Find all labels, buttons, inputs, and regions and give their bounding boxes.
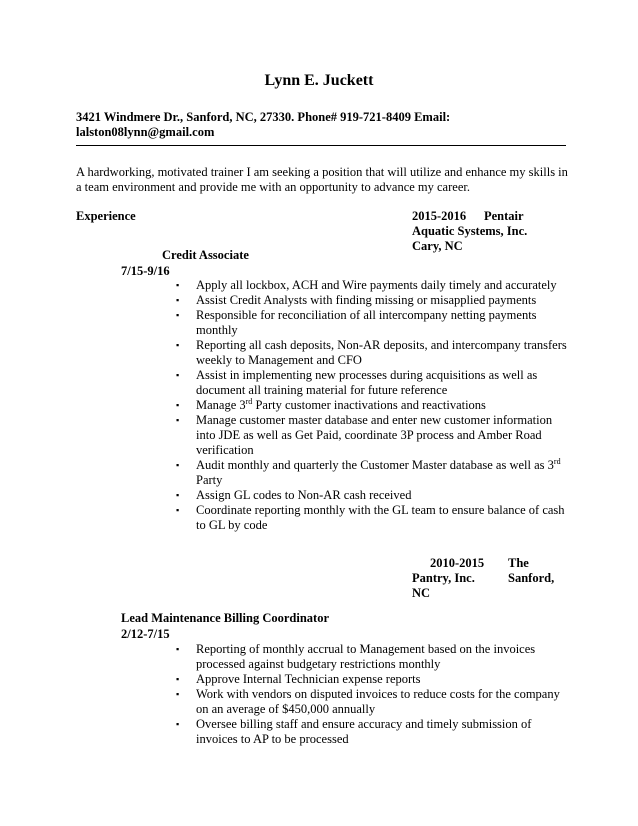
- job1-title: Credit Associate: [162, 248, 249, 262]
- duty-item: ▪ Audit monthly and quarterly the Customer Master database as well as 3rd Party: [176, 456, 561, 487]
- bullet-icon: ▪: [176, 644, 180, 654]
- job2-location-a: Sanford,: [508, 571, 555, 585]
- contact-address-line: 3421 Windmere Dr., Sanford, NC, 27330. Phone# 919-721-8409 Email:: [76, 110, 451, 124]
- duty-item: ▪ Reporting of monthly accrual to Management based on the invoices processed against budgetary restrictions monthly: [176, 642, 536, 671]
- job2-company-b: The: [508, 556, 529, 570]
- bullet-icon: ▪: [176, 460, 180, 470]
- bullet-icon: ▪: [176, 719, 180, 729]
- duty-item: ▪ Assign GL codes to Non-AR cash received: [176, 488, 412, 502]
- duty-item: ▪ Apply all lockbox, ACH and Wire payments daily timely and accurately: [176, 278, 557, 292]
- objective-summary: A hardworking, motivated trainer I am seeking a position that will utilize and enhance my skills in a team environment and provide me with an opportunity to advance my career.: [76, 165, 568, 194]
- divider-rule: [76, 145, 566, 146]
- duty-item: ▪ Oversee billing staff and ensure accuracy and timely submission of invoices to AP to be processed: [176, 717, 532, 746]
- job2-dates: 2/12-7/15: [121, 627, 170, 641]
- bullet-icon: ▪: [176, 674, 180, 684]
- job2-duties-list: [176, 642, 568, 747]
- job1-employer: [412, 209, 552, 254]
- job1-duties-list: [176, 278, 568, 533]
- duty-item: ▪ Responsible for reconciliation of all intercompany netting payments monthly: [176, 308, 537, 337]
- duty-item: ▪ Manage customer master database and enter new customer information into JDE as well as Get Paid, coordinate 3P process and Amber Road verification: [176, 413, 553, 457]
- job1-company-a: Pentair: [484, 209, 524, 223]
- contact-email-line: lalston08lynn@gmail.com: [76, 125, 215, 139]
- job1-company-b: Aquatic Systems, Inc.: [412, 224, 528, 238]
- contact-info: [76, 110, 576, 140]
- job2-location-b: NC: [412, 586, 431, 600]
- bullet-icon: ▪: [176, 415, 180, 425]
- duty-item: ▪ Coordinate reporting monthly with the GL team to ensure balance of cash to GL by code: [176, 503, 565, 532]
- bullet-icon: ▪: [176, 689, 180, 699]
- job2-company-a: Pantry, Inc.: [412, 571, 475, 585]
- job1-location: Cary, NC: [412, 239, 463, 253]
- duty-item: ▪ Manage 3rd Party customer inactivations and reactivations: [176, 396, 486, 412]
- bullet-icon: ▪: [176, 370, 180, 380]
- bullet-icon: ▪: [176, 310, 180, 320]
- duty-item: ▪ Assist in implementing new processes during acquisitions as well as document all training material for future reference: [176, 368, 538, 397]
- job1-dates: 7/15-9/16: [121, 264, 170, 278]
- duty-item: ▪ Reporting all cash deposits, Non-AR deposits, and intercompany transfers weekly to Management and CFO: [176, 338, 567, 367]
- job2-employer: [412, 556, 572, 601]
- bullet-icon: ▪: [176, 340, 180, 350]
- bullet-icon: ▪: [176, 505, 180, 515]
- duty-item: ▪ Work with vendors on disputed invoices to reduce costs for the company on an average of $450,000 annually: [176, 687, 560, 716]
- bullet-icon: ▪: [176, 400, 180, 410]
- job2-title: Lead Maintenance Billing Coordinator: [121, 611, 329, 625]
- duty-item: ▪ Assist Credit Analysts with finding missing or misapplied payments: [176, 293, 537, 307]
- bullet-icon: ▪: [176, 280, 180, 290]
- resume-name: Lynn E. Juckett: [264, 72, 374, 89]
- duty-item: ▪ Approve Internal Technician expense reports: [176, 672, 421, 686]
- job2-years: 2010-2015: [430, 556, 485, 570]
- experience-heading: Experience: [76, 209, 136, 223]
- job1-years: 2015-2016: [412, 209, 467, 223]
- bullet-icon: ▪: [176, 295, 180, 305]
- bullet-icon: ▪: [176, 490, 180, 500]
